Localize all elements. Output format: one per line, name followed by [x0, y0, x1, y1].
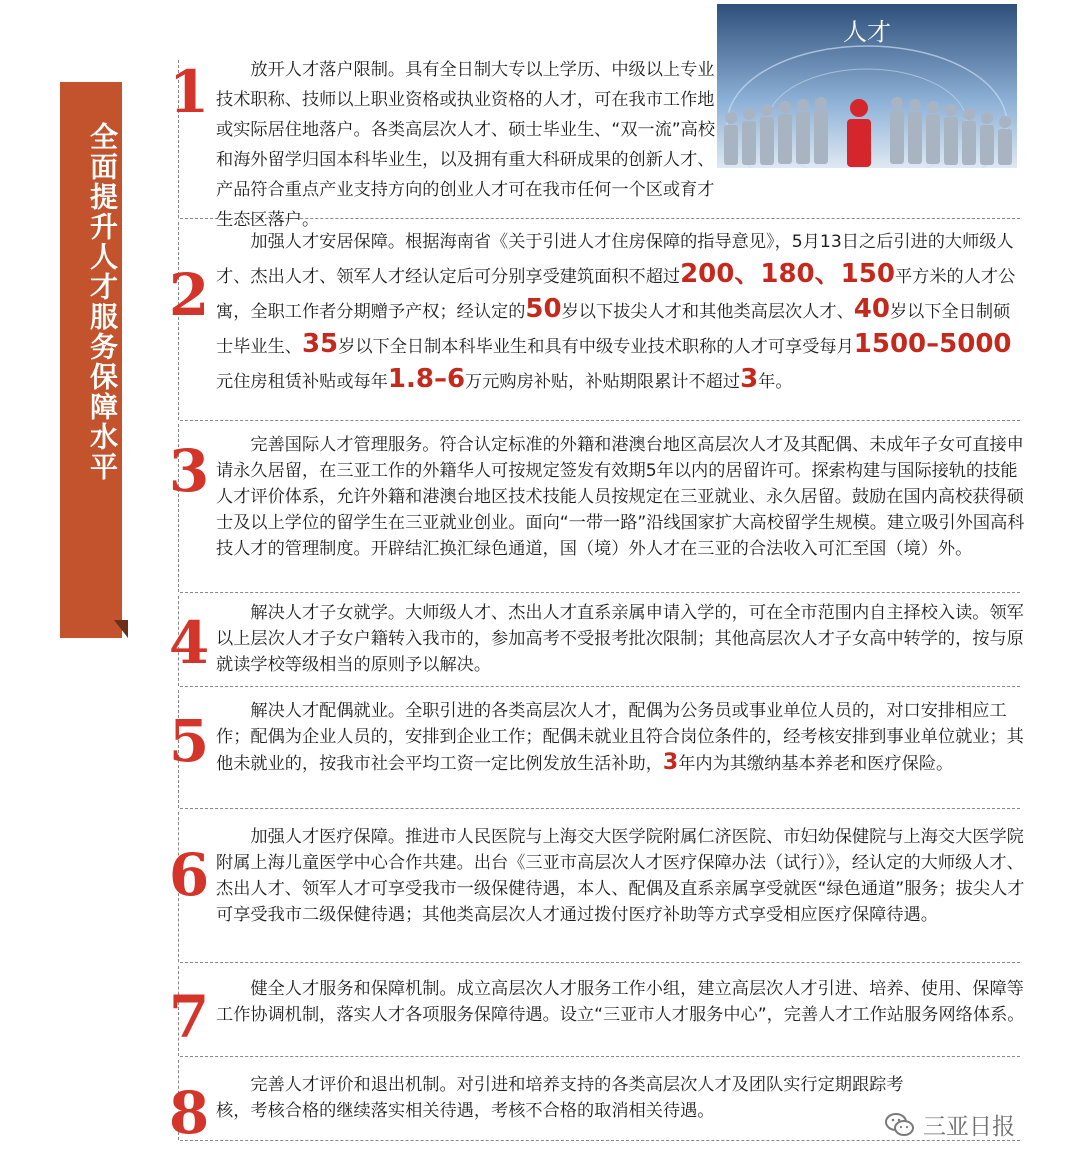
wechat-icon [885, 1112, 915, 1138]
section-text: 完善人才评价和退出机制。对引进和培养支持的各类高层次人才及团队实行定期跟踪考核，考核合格的继续落实相关待遇，考核不合格的取消相关待遇。 [216, 1075, 904, 1121]
section-text: 放开人才落户限制。具有全日制大专以上学历、中级以上专业技术职称、技师以上职业资格或执业资格的人才，可在我市工作地或实际居住地落户。各类高层次人才、硕士毕业生、“双一流”高校和海外留学归国本科毕业生，以及拥有重大科研成果的创新人才、产品符合重点产业支持方向的创业人才可在我市任何一个区或育才生态区落户。 [216, 60, 716, 230]
highlight-number: 40 [853, 294, 890, 324]
section-number: 1 [168, 58, 210, 126]
divider [180, 1056, 1020, 1057]
section-text: 完善国际人才管理服务。符合认定标准的外籍和港澳台地区高层次人才及其配偶、未成年子女可直接申请永久居留，在三亚工作的外籍华人可按规定签发有效期5年以内的居留许可。探索构建与国际接轨的技能人才评价体系，允许外籍和港澳台地区技术技能人员按规定在三亚就业、永久居留。鼓励在国内高校获得硕士及以上学位的留学生在三亚就业创业。面向“一带一路”沿线国家扩大高校留学生规模。建立吸引外国高科技人才的管理制度。开辟结汇换汇绿色通道，国（境）外人才在三亚的合法收入可汇至国（境）外。 [216, 435, 1025, 559]
banner-title: 全面提升人才服务保障水平 [60, 82, 122, 638]
highlight-number: 50 [525, 294, 562, 324]
text-run: 、 [814, 259, 841, 289]
text-run: 万元购房补贴，补贴期限累计不超过 [465, 372, 741, 392]
divider [180, 592, 1020, 593]
highlight-number: 200 [680, 259, 735, 289]
section-text: 解决人才子女就学。大师级人才、杰出人才直系亲属申请入学的，可在全市范围内自主择校入读。领军以上层次人才子女户籍转入我市的，参加高考不受报考批次限制；其他高层次人才子女高中转学的，按与原就读学校等级相当的原则予以解决。 [216, 603, 1024, 675]
text-run: 解决人才配偶就业。全职引进的各类高层次人才，配偶为公务员或事业单位人员的，对口安排相应工作；配偶为企业人员的，安排到企业工作；配偶未就业且符合岗位条件的，经考核安排到事业单位就业；其他未就业的，按我市社会平均工资一定比例发放生活补助， [216, 701, 1024, 774]
divider [180, 420, 1020, 421]
text-run: 平方米的人才公寓，全职工作者分期赠予产权；经认定的 [216, 267, 1016, 322]
talent-illustration [717, 4, 1017, 168]
section-text: 加强人才医疗保障。推进市人民医院与上海交大医学院附属仁济医院、市妇幼保健院与上海交大医学院附属上海儿童医学中心合作共建。出台《三亚市高层次人才医疗保障办法（试行）》，经认定的大师级人才、杰出人才、领军人才可享受我市一级保健待遇，本人、配偶及直系亲属享受就医“绿色通道”服务；拔尖人才可享受我市二级保健待遇；其他类高层次人才通过拨付医疗补助等方式享受相应医疗保障待遇。 [216, 827, 1025, 925]
highlight-number: 1500–5000 [853, 329, 1012, 359]
highlight-number: 3 [740, 364, 759, 394]
section-number: 4 [168, 609, 210, 677]
banner-fold [114, 620, 128, 638]
divider [180, 686, 1020, 687]
photo-caption: 人才 [843, 18, 891, 46]
text-run: 、 [734, 259, 761, 289]
section-text [216, 226, 1026, 398]
section-number: 5 [168, 707, 210, 775]
text-run: 岁以下拔尖人才和其他类高层次人才、 [561, 302, 854, 322]
section-number: 3 [168, 437, 210, 505]
highlight-number: 3 [662, 750, 679, 775]
highlight-number: 35 [301, 329, 339, 359]
section-number: 2 [168, 261, 210, 329]
watermark-text: 三亚日报 [923, 1114, 1015, 1140]
text-run: 岁以下全日制硕士毕业生、 [216, 302, 1011, 357]
highlight-number: 1.8–6 [387, 364, 466, 394]
text-run: 元住房租赁补贴或每年 [216, 372, 388, 392]
highlight-number: 180 [760, 259, 815, 289]
text-run: 年内为其缴纳基本养老和医疗保险。 [678, 754, 954, 774]
highlight-number: 150 [840, 259, 895, 289]
section-number: 6 [168, 841, 210, 909]
section-number: 8 [168, 1079, 210, 1147]
section-number: 7 [168, 983, 210, 1051]
text-run: 岁以下全日制本科毕业生和具有中级专业技术职称的人才可享受每月 [338, 337, 854, 357]
divider [180, 962, 1020, 963]
section-text: 健全人才服务和保障机制。成立高层次人才服务工作小组，建立高层次人才引进、培养、使用、保障等工作协调机制，落实人才各项服务保障待遇。设立“三亚市人才服务中心”，完善人才工作站服务网络体系。 [216, 979, 1025, 1025]
divider [180, 808, 1020, 809]
text-run: 年。 [758, 372, 793, 392]
text-run: 加强人才安居保障。根据海南省《关于引进人才住房保障的指导意见》，5月13日之后引进的大师级人才、杰出人才、领军人才经认定后可分别享受建筑面积不超过 [216, 232, 1014, 287]
watermark [885, 1108, 1015, 1141]
section-text [216, 698, 1026, 777]
